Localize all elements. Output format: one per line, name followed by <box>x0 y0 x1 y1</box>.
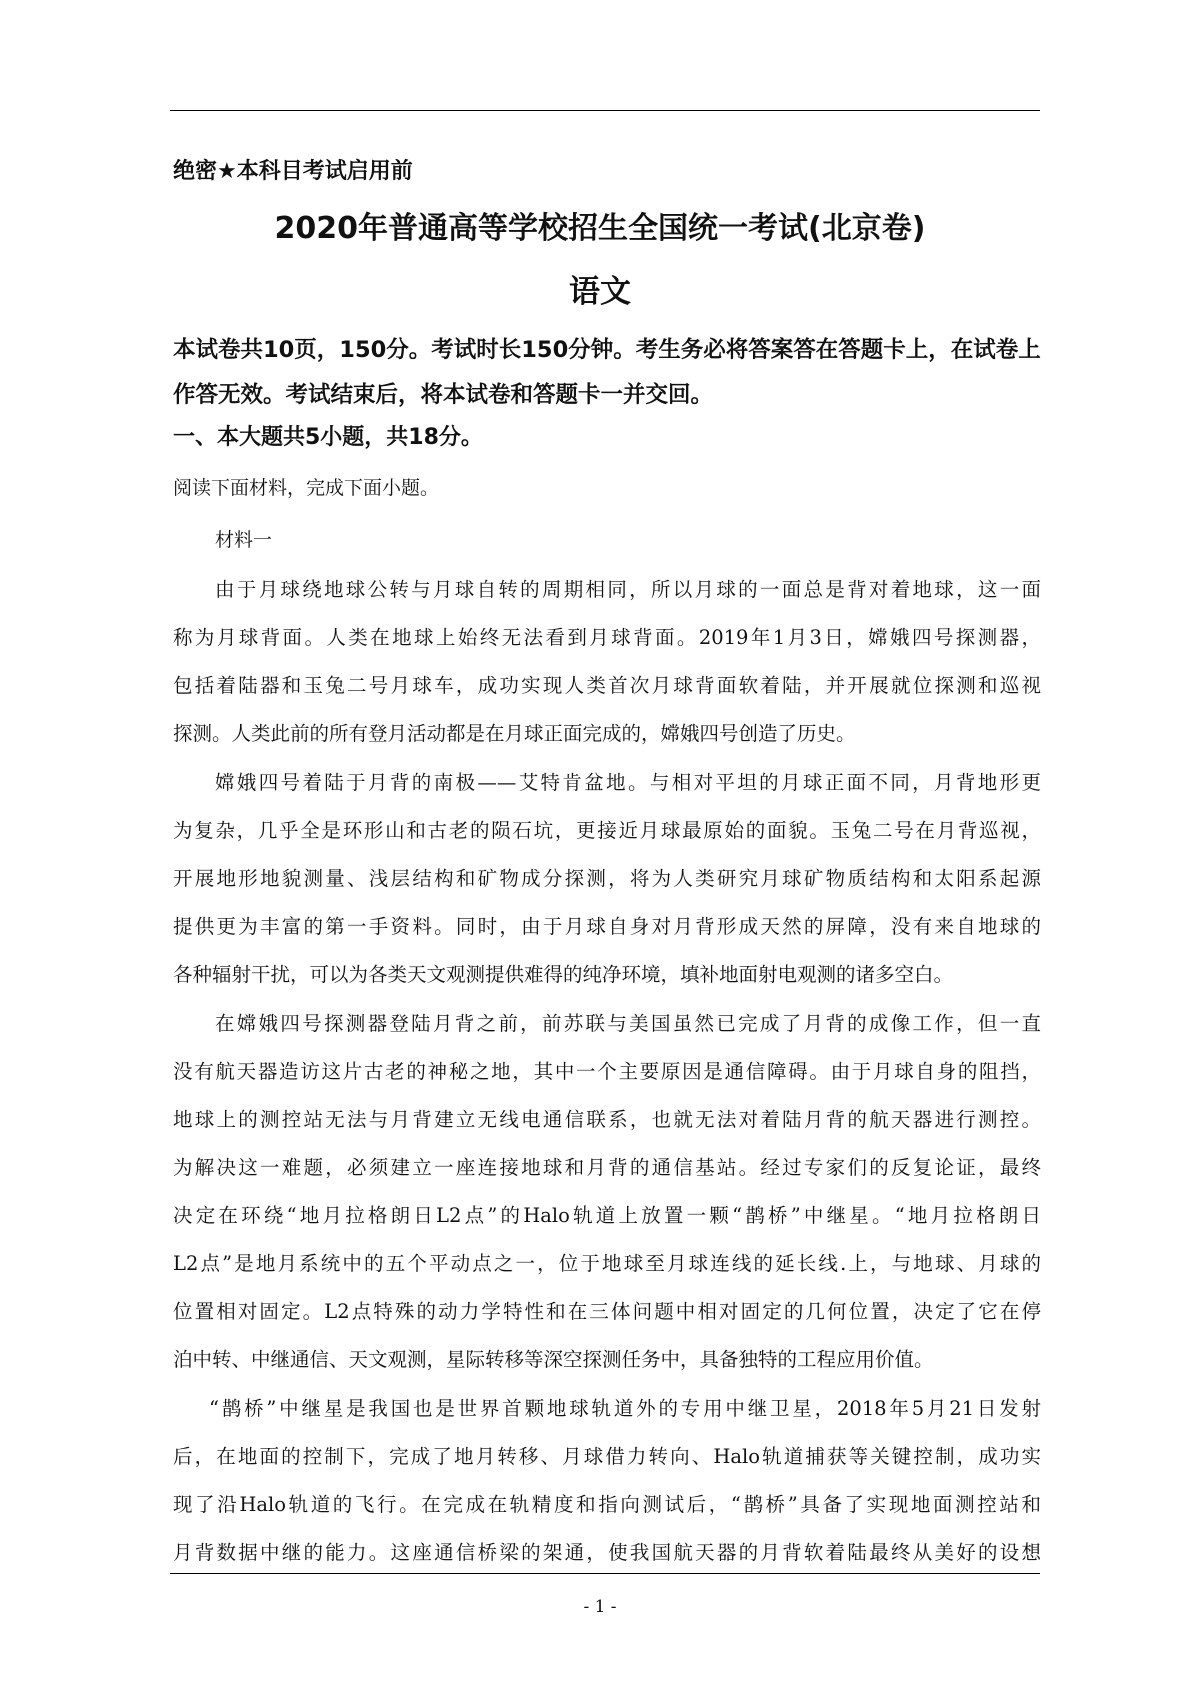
header-rule <box>170 110 1040 111</box>
exam-notice: 本试卷共10页，150分。考试时长150分钟。考生务必将答案答在答题卡上，在试卷上作答无效。考试结束后，将本试卷和答题卡一并交回。 <box>173 337 1041 408</box>
reading-instruction: 阅读下面材料，完成下面小题。 <box>173 477 440 499</box>
passage-line: 称为月球背面。人类在地球上始终无法看到月球背面。2019年1月3日，嫦娥四号探测器， <box>173 626 1041 649</box>
passage-line: 决定在环绕“地月拉格朗日L2点”的Halo轨道上放置一颗“鹊桥”中继星。“地月拉格朗日 <box>173 1204 1041 1227</box>
passage-line: 嫦娥四号着陆于月背的南极——艾特肯盆地。与相对平坦的月球正面不同，月背地形更 <box>215 771 1041 794</box>
passage-line: 现了沿Halo轨道的飞行。在完成在轨精度和指向测试后，“鹊桥”具备了实现地面测控站和 <box>173 1493 1041 1516</box>
passage-line: 由于月球绕地球公转与月球自转的周期相同，所以月球的一面总是背对着地球，这一面 <box>215 578 1041 601</box>
passage-line: “鹊桥”中继星是我国也是世界首颗地球轨道外的专用中继卫星，2018年5月21日发射 <box>209 1397 1041 1420</box>
passage-line: 后，在地面的控制下，完成了地月转移、月球借力转向、Halo轨道捕获等关键控制，成功实 <box>173 1445 1041 1468</box>
passage-line: 为解决这一难题，必须建立一座连接地球和月背的通信基站。经过专家们的反复论证，最终 <box>173 1156 1041 1179</box>
material-label: 材料一 <box>215 529 273 551</box>
passage-line: 开展地形地貌测量、浅层结构和矿物成分探测，将为人类研究月球矿物质结构和太阳系起源 <box>173 867 1041 890</box>
passage-line: 探测。人类此前的所有登月活动都是在月球正面完成的，嫦娥四号创造了历史。 <box>173 722 856 745</box>
passage-line: L2点”是地月系统中的五个平动点之一，位于地球至月球连线的延长线.上，与地球、月球的 <box>173 1252 1041 1275</box>
footer-rule <box>170 1573 1040 1574</box>
exam-title: 2020年普通高等学校招生全国统一考试(北京卷) <box>274 211 926 246</box>
passage-line: 在嫦娥四号探测器登陆月背之前，前苏联与美国虽然已完成了月背的成像工作，但一直 <box>215 1012 1041 1035</box>
passage-line: 提供更为丰富的第一手资料。同时，由于月球自身对月背形成天然的屏障，没有来自地球的 <box>173 915 1041 938</box>
passage-line: 包括着陆器和玉兔二号月球车，成功实现人类首次月球背面软着陆，并开展就位探测和巡视 <box>173 674 1041 697</box>
passage-line: 泊中转、中继通信、天文观测，星际转移等深空探测任务中，具备独特的工程应用价值。 <box>173 1348 934 1371</box>
passage-line: 位置相对固定。L2点特殊的动力学特性和在三体问题中相对固定的几何位置，决定了它在停 <box>173 1300 1041 1323</box>
passage-line: 各种辐射干扰，可以为各类天文观测提供难得的纯净环境，填补地面射电观测的诸多空白。 <box>173 963 954 986</box>
page-number: - 1 - <box>583 1597 617 1617</box>
passage-line: 月背数据中继的能力。这座通信桥梁的架通，使我国航天器的月背软着陆最终从美好的设想 <box>173 1541 1041 1564</box>
passage-line: 没有航天器造访这片古老的神秘之地，其中一个主要原因是通信障碍。由于月球自身的阻挡， <box>173 1060 1041 1083</box>
passage-line: 为复杂，几乎全是环形山和古老的陨石坑，更接近月球最原始的面貌。玉兔二号在月背巡视， <box>173 819 1041 842</box>
subject-title: 语文 <box>569 274 631 310</box>
passage-line: 地球上的测控站无法与月背建立无线电通信联系，也就无法对着陆月背的航天器进行测控。 <box>173 1108 1041 1131</box>
section-heading: 一、本大题共5小题，共18分。 <box>173 425 483 450</box>
confidential-label: 绝密★本科目考试启用前 <box>173 159 413 184</box>
